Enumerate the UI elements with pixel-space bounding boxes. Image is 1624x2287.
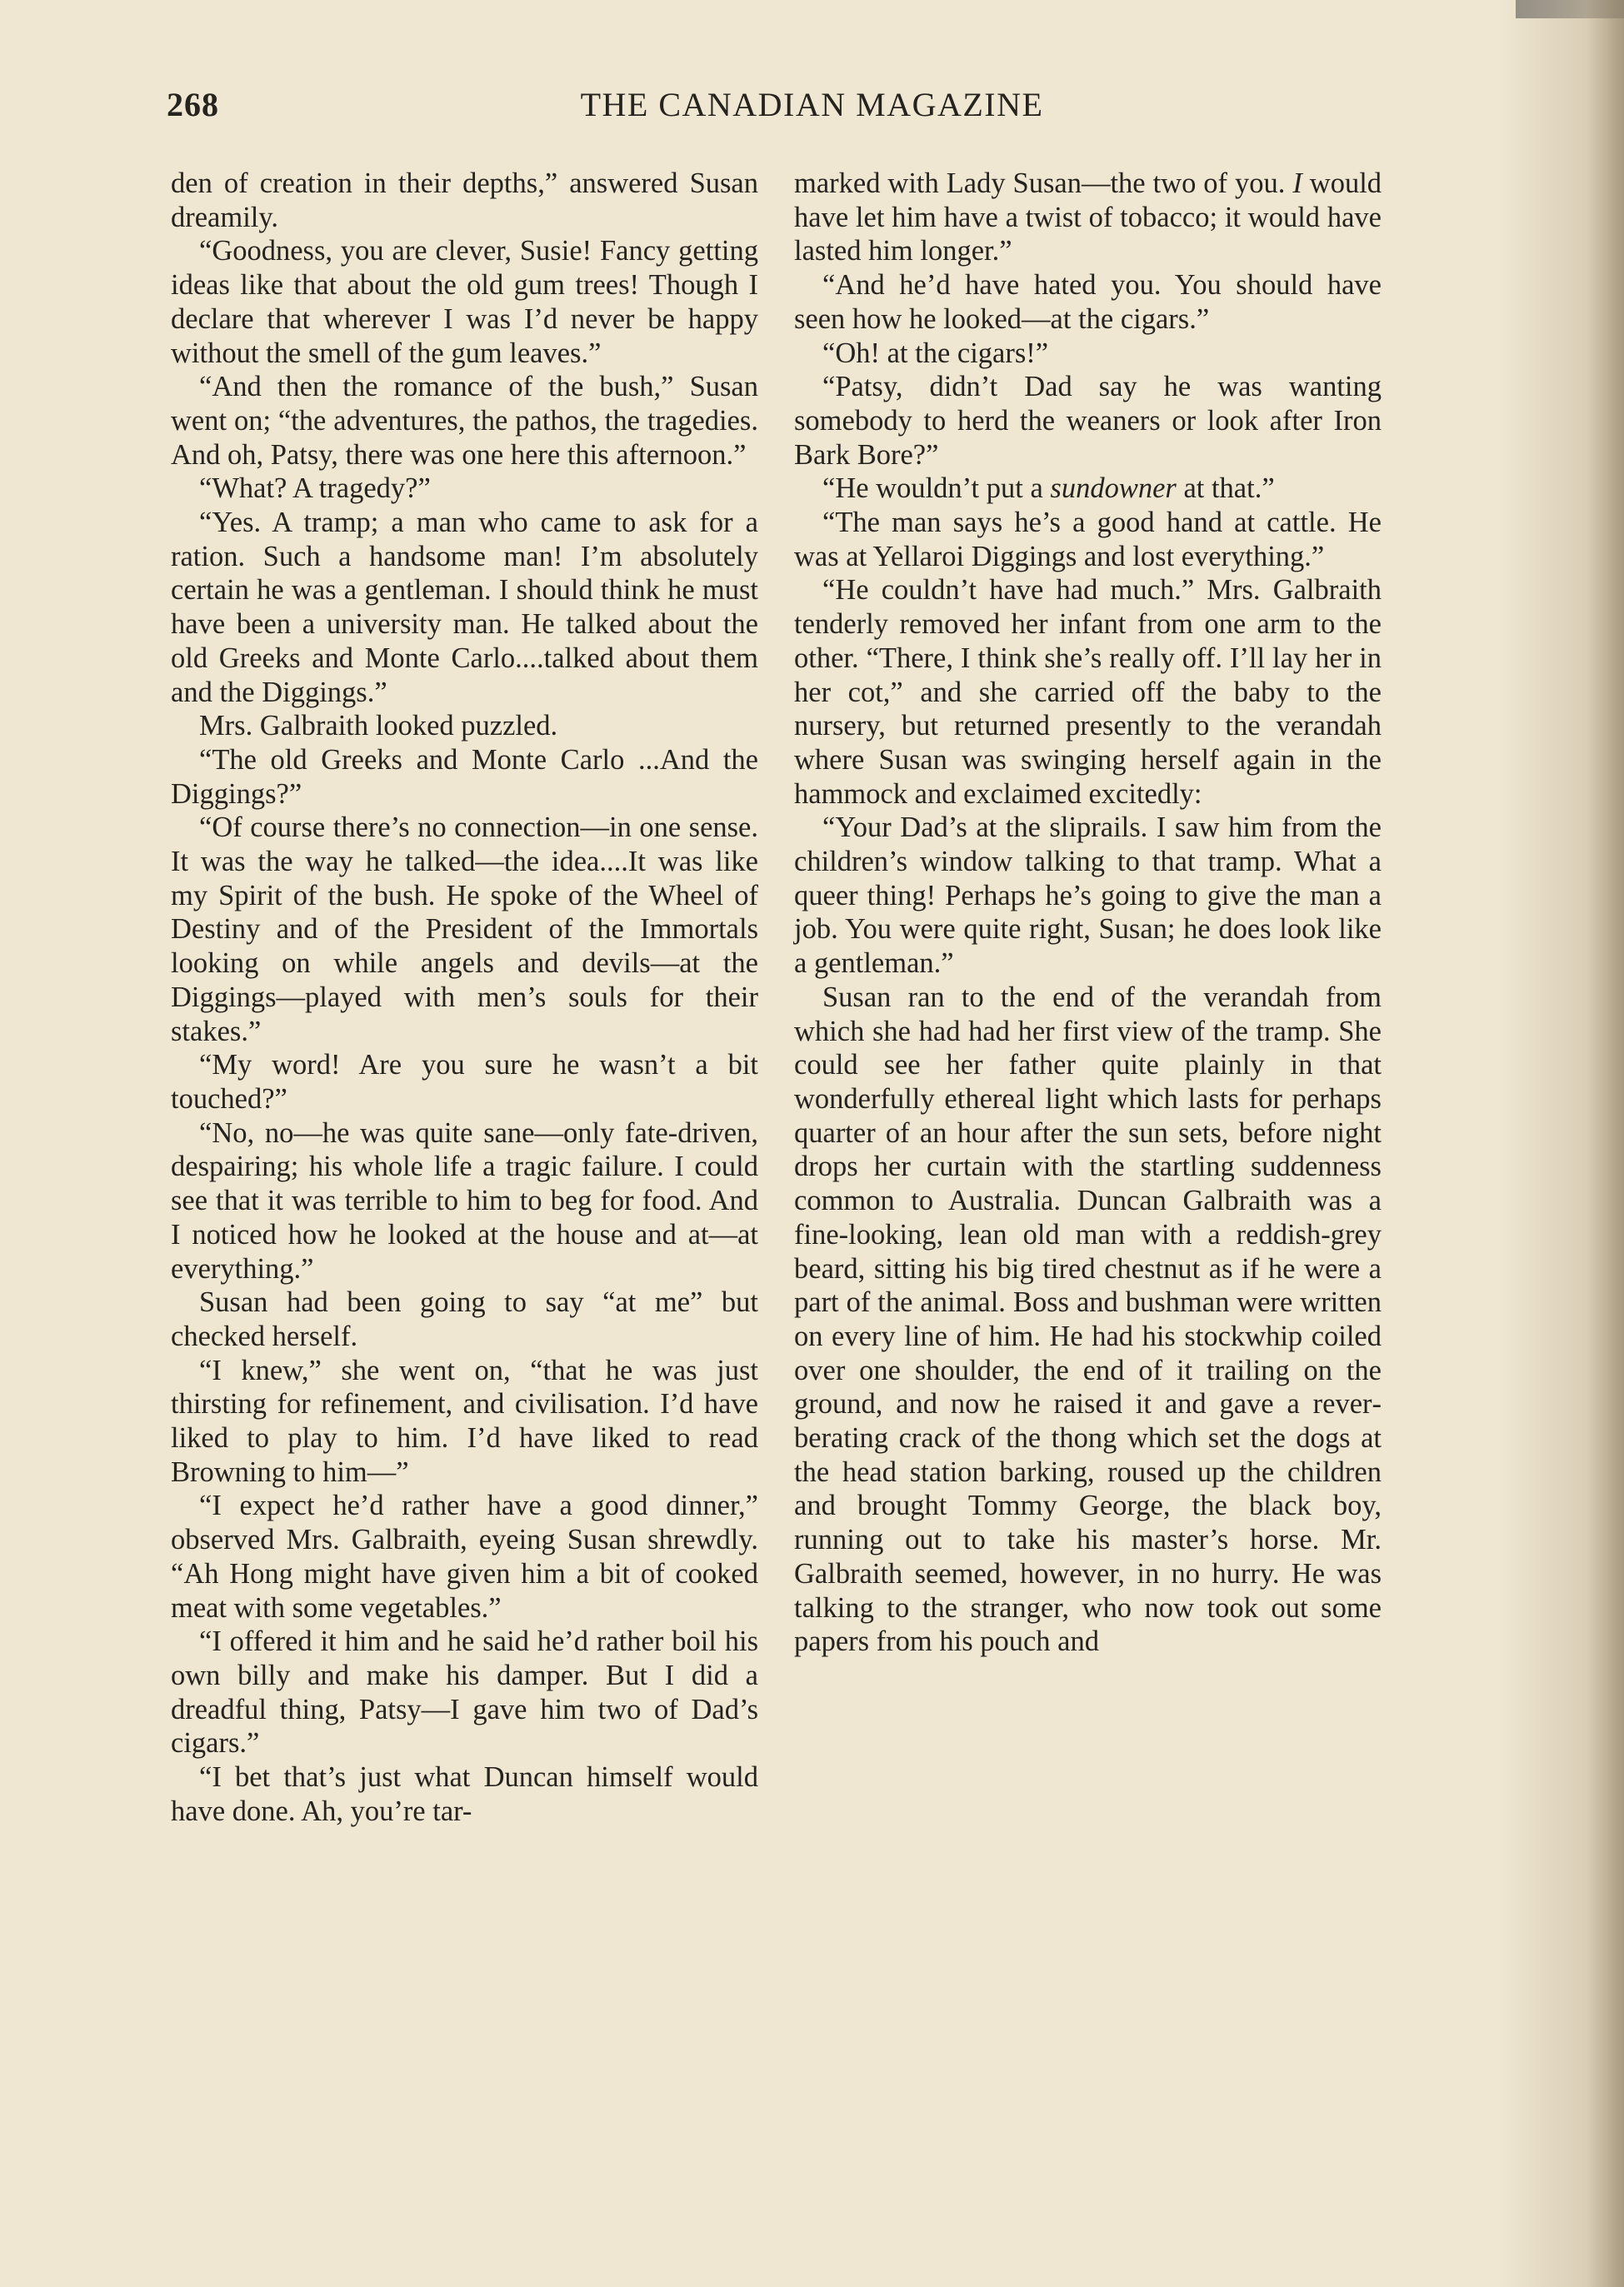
paragraph: “The man says he’s a good hand at cattle. He was at Yellaroi Diggings and lost everything.”: [794, 507, 1382, 572]
text-run: “He wouldn’t put a: [822, 472, 1043, 505]
paragraph: den of creation in their depths,” answered Susan dreamily.: [171, 167, 758, 233]
paragraph: “And he’d have hated you. You should have seen how he looked—at the cigars.”: [794, 269, 1382, 335]
left-column: [171, 167, 758, 1828]
page-header: [0, 85, 1624, 135]
emphasis: sundowner: [1050, 472, 1177, 505]
paragraph: Mrs. Galbraith looked puzzled.: [199, 710, 558, 742]
page-binding-shadow: [1499, 0, 1624, 2287]
paragraph: Susan had been going to say “at me” but checked herself.: [171, 1286, 758, 1352]
paragraph: “He couldn’t have had much.” Mrs. Galbraith tenderly removed her infant from one arm to the other. “There, I think she’s really off. I’ll lay her in her cot,” and she carried off the baby to the nursery, but returned presently to the verandah where Susan was swinging herself again in the hammock and exclaimed excitedly:: [794, 574, 1382, 810]
paragraph: “Yes. A tramp; a man who came to ask for a ration. Such a handsome man! I’m absolutely certain he was a gentleman. I should think he must have been a university man. He talked about the old Greeks and Monte Carlo....talked about them and the Diggings.”: [171, 507, 758, 708]
paragraph: “And then the romance of the bush,” Susan went on; “the adventures, the pathos, the tragedies. And oh, Patsy, there was one here this afternoon.”: [171, 371, 758, 471]
emphasis: I: [1292, 167, 1302, 199]
page-number: 268: [167, 86, 219, 123]
paragraph: “Goodness, you are clever, Susie! Fancy getting ideas like that about the old gum trees! Though I declare that wherever I was I’d never be happy without the smell of the gum leaves.”: [171, 235, 758, 369]
paragraph: “I expect he’d rather have a good dinner,” observed Mrs. Galbraith, eyeing Susan shrewdly. “Ah Hong might have given him a bit of cooked meat with some vegetables.”: [171, 1490, 758, 1624]
paragraph: “Patsy, didn’t Dad say he was wanting somebody to herd the weaners or look after Iron Bark Bore?”: [794, 371, 1382, 471]
running-title: THE CANADIAN MAGAZINE: [580, 86, 1044, 123]
paragraph: “I bet that’s just what Duncan himself would have done. Ah, you’re tar-: [171, 1761, 758, 1827]
paragraph: “Your Dad’s at the sliprails. I saw him from the children’s window talking to that tramp. What a queer thing! Perhaps he’s going to give the man a job. You were quite right, Susan; he does look like a gentleman.”: [794, 811, 1382, 980]
paragraph: “My word! Are you sure he wasn’t a bit touched?”: [171, 1049, 758, 1115]
right-column: [794, 167, 1382, 1659]
text-run: would have let him have a twist of tobacco; it would have lasted him longer.”: [794, 167, 1382, 267]
paragraph: “Of course there’s no connection—in one sense. It was the way he talked—the idea....It was like my Spirit of the bush. He spoke of the Wheel of Destiny and of the President of the Immortals looking on while angels and devils—at the Diggings—played with men’s souls for their stakes.”: [171, 811, 758, 1047]
text-run: at that.”: [1183, 472, 1275, 505]
paragraph: “Oh! at the cigars!”: [822, 337, 1049, 369]
paragraph: [794, 472, 1382, 506]
paragraph: [794, 167, 1382, 268]
text-run: marked with Lady Susan—the two of you.: [794, 167, 1286, 199]
paragraph: “The old Greeks and Monte Carlo ...And the Diggings?”: [171, 743, 758, 810]
paragraph: “What? A tragedy?”: [199, 472, 431, 505]
paragraph: “I knew,” she went on, “that he was just thirsting for refinement, and civilisation. I’d have liked to play to him. I’d have liked to read Browning to him—”: [171, 1354, 758, 1488]
paragraph: Susan ran to the end of the verandah from which she had had her first view of the tramp. She could see her father quite plainly in that wonderfully ethereal light which lasts for perhaps quarter of an hour after the sun sets, before night drops her curtain with the startling suddenness common to Australia. Duncan Galbraith was a fine-looking, lean old man with a reddish-grey beard, sitting his big tired chestnut as if he were a part of the animal. Boss and bushman were written on every line of him. He had his stockwhip coiled over one shoulder, the end of it trailing on the ground, and now he raised it and gave a reverberating crack of the thong which set the dogs at the head station barking, roused up the children and brought Tommy George, the black boy, running out to take his master’s horse. Mr. Galbraith seemed, however, in no hurry. He was talking to the stranger, who now took out some papers from his pouch and: [794, 981, 1382, 1658]
paragraph: “No, no—he was quite sane—only fate-driven, despairing; his whole life a tragic failure. I could see that it was terrible to him to beg for food. And I noticed how he looked at the house and at—at everything.”: [171, 1116, 758, 1285]
paragraph: “I offered it him and he said he’d rather boil his own billy and make his damper. But I did a dreadful thing, Patsy—I gave him two of Dad’s cigars.”: [171, 1625, 758, 1760]
